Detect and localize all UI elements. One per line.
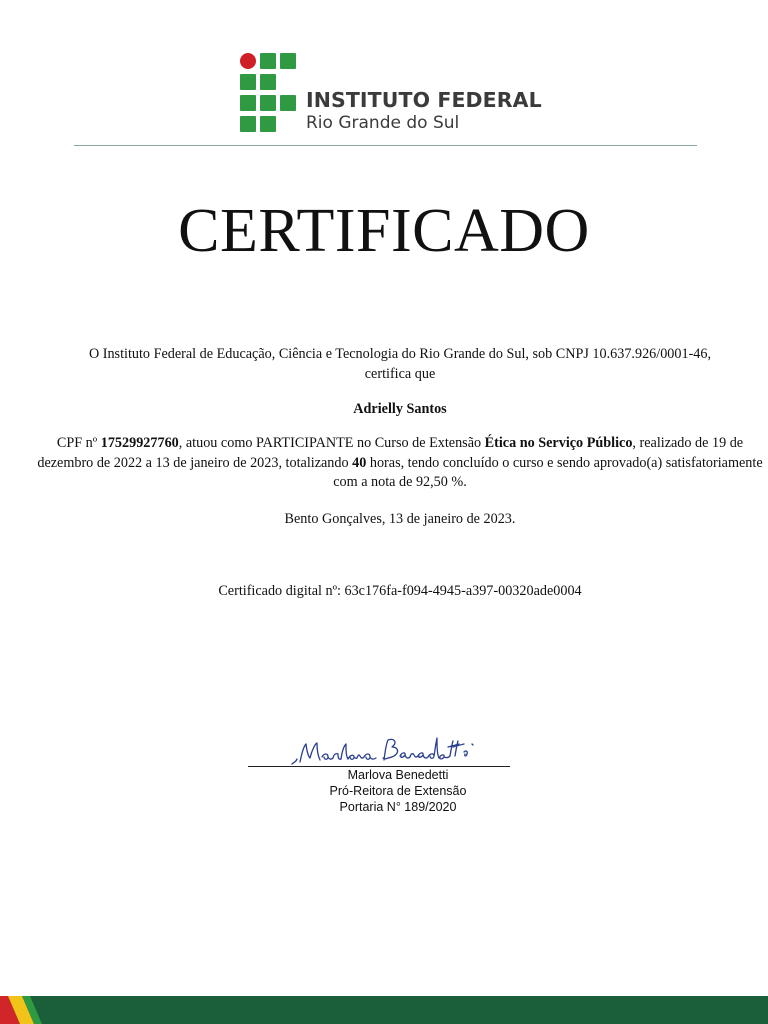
cpf-label: CPF nº xyxy=(56,435,98,451)
logo-mark-icon xyxy=(240,53,300,133)
flag-stripes-icon xyxy=(0,996,768,1024)
participant-name: Adrielly Santos xyxy=(353,401,447,417)
course-hours: 40 xyxy=(352,454,367,471)
place-date: Bento Gonçalves, 13 de janeiro de 2023. xyxy=(284,511,516,527)
course-name: Ética no Serviço Público xyxy=(484,435,633,451)
participation-paragraph xyxy=(30,434,768,493)
cpf-number: 17529927760 xyxy=(100,435,179,451)
intro-paragraph xyxy=(30,345,768,384)
role-text: , atuou como PARTICIPANTE no Curso de Extensão xyxy=(178,435,482,451)
signatory-name: Marlova Benedetti xyxy=(347,768,449,782)
footer-stripe xyxy=(0,996,768,1024)
certificate-title: CERTIFICADO xyxy=(178,197,590,265)
period-text: , realizado de 19 de dezembro de 2022 a 13 de janeiro de 2023, totalizando xyxy=(37,435,744,471)
signatory-appointment: Portaria N° 189/2020 xyxy=(339,800,457,814)
signature-block xyxy=(248,728,510,818)
campus-name: Rio Grande do Sul xyxy=(306,113,460,133)
institution-name: INSTITUTO FEDERAL xyxy=(306,88,542,112)
completion-text: horas, tendo concluído o curso e sendo aprovado(a) satisfatoriamente com a nota de 92,50 %. xyxy=(333,454,763,490)
header-divider xyxy=(74,145,697,146)
intro-line-1: O Instituto Federal de Educação, Ciência e Tecnologia do Rio Grande do Sul, sob CNPJ 10.637.926/0001-46, xyxy=(88,346,712,362)
institute-logo xyxy=(240,53,540,133)
signature-line xyxy=(248,766,510,767)
handwritten-signature-icon xyxy=(288,732,478,768)
signatory-role: Pró-Reitora de Extensão xyxy=(329,784,467,798)
digital-certificate-id: Certificado digital nº: 63c176fa-f094-4945-a397-00320ade0004 xyxy=(218,583,582,599)
intro-line-2: certifica que xyxy=(364,365,436,382)
